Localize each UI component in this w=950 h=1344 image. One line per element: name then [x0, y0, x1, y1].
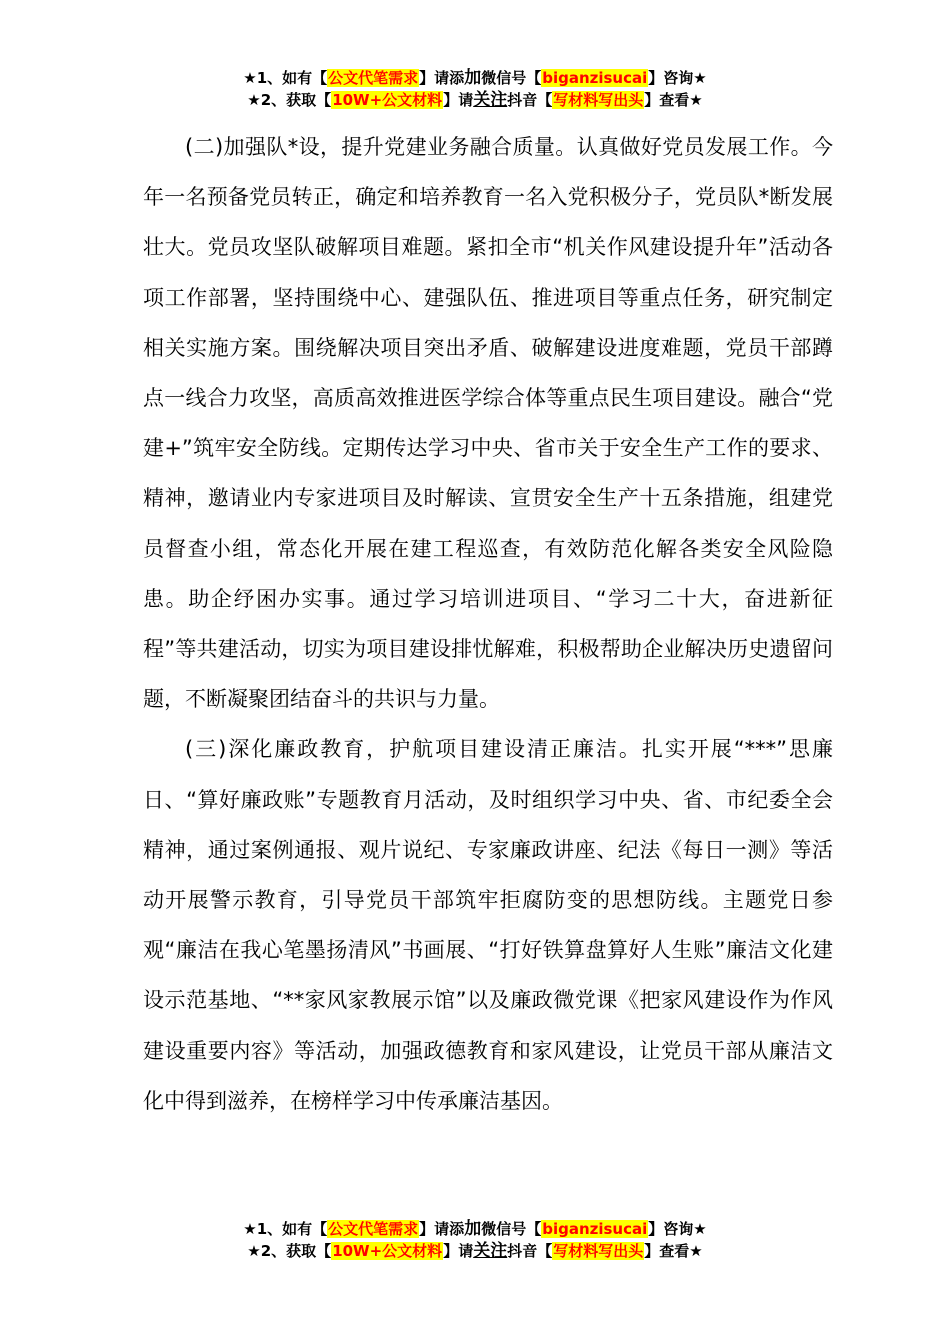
promo-text: 】请添: [419, 1220, 465, 1238]
promo-text: 微信号【: [481, 1220, 542, 1238]
promo-text: ★1、如有【: [243, 1220, 328, 1238]
promo-text: ★1、如有【: [243, 69, 328, 87]
top-promo-banner: [0, 67, 950, 111]
promo-line-2: [0, 1240, 950, 1262]
bottom-promo-banner: [0, 1218, 950, 1262]
promo-line-1: [0, 1218, 950, 1240]
promo-text: 】请添: [419, 69, 465, 87]
promo-text: 】查看★: [644, 1242, 703, 1260]
promo-text: ★2、获取【: [247, 91, 332, 109]
promo-text: 】咨询★: [648, 1220, 707, 1238]
promo-text: 】请: [443, 91, 474, 109]
promo-emphasis: 关注: [473, 90, 508, 110]
promo-text: 】咨询★: [648, 69, 707, 87]
document-body: [143, 122, 833, 1126]
promo-emphasis: 加: [464, 1219, 482, 1239]
promo-text: 抖音【: [507, 91, 553, 109]
promo-emphasis: 加: [464, 68, 482, 88]
paragraph-integrity-education: (三)深化廉政教育，护航项目建设清正廉洁。扎实开展“***”思廉日、“算好廉政账”专题教育月活动，及时组织学习中央、省、市纪委全会精神，通过案例通报、观片说纪、专家廉政讲座、纪法《每日一测》等活动开展警示教育，引导党员干部筑牢拒腐防变的思想防线。主题党日参观“廉洁在我心笔墨扬清风”书画展、“打好铁算盘算好人生账”廉洁文化建设示范基地、“**家风家教展示馆”以及廉政微党课《把家风建设作为作风建设重要内容》等活动，加强政德教育和家风建设，让党员干部从廉洁文化中得到滋养，在榜样学习中传承廉洁基因。: [143, 737, 833, 1113]
promo-text: ★2、获取【: [247, 1242, 332, 1260]
promo-highlight-douyin: 写材料写出头: [553, 1242, 644, 1260]
promo-line-2: [0, 89, 950, 111]
promo-highlight: 10W+公文材料: [332, 1242, 443, 1260]
paragraph-team-building: (二)加强队*设，提升党建业务融合质量。认真做好党员发展工作。今年一名预备党员转正，确定和培养教育一名入党积极分子，党员队*断发展壮大。党员攻坚队破解项目难题。紧扣全市“机关作风建设提升年”活动各项工作部署，坚持围绕中心、建强队伍、推进项目等重点任务，研究制定相关实施方案。围绕解决项目突出矛盾、破解建设进度难题，党员干部蹲点一线合力攻坚，高质高效推进医学综合体等重点民生项目建设。融合“党建+”筑牢安全防线。定期传达学习中央、省市关于安全生产工作的要求、精神，邀请业内专家进项目及时解读、宣贯安全生产十五条措施，组建党员督查小组，常态化开展在建工程巡查，有效防范化解各类安全风险隐患。助企纾困办实事。通过学习培训进项目、“学习二十大，奋进新征程”等共建活动，切实为项目建设排忧解难，积极帮助企业解决历史遗留问题，不断凝聚团结奋斗的共识与力量。: [143, 135, 833, 712]
promo-text: 】查看★: [644, 91, 703, 109]
promo-emphasis: 关注: [473, 1241, 508, 1261]
promo-highlight: 公文代笔需求: [328, 69, 419, 87]
promo-text: 抖音【: [507, 1242, 553, 1260]
promo-highlight: 公文代笔需求: [328, 1220, 419, 1238]
promo-text: 微信号【: [481, 69, 542, 87]
promo-highlight-douyin: 写材料写出头: [553, 91, 644, 109]
promo-line-1: [0, 67, 950, 89]
promo-highlight: 10W+公文材料: [332, 91, 443, 109]
promo-highlight-wechat-id: biganzisucai: [542, 1220, 648, 1238]
promo-text: 】请: [443, 1242, 474, 1260]
promo-highlight-wechat-id: biganzisucai: [542, 69, 648, 87]
